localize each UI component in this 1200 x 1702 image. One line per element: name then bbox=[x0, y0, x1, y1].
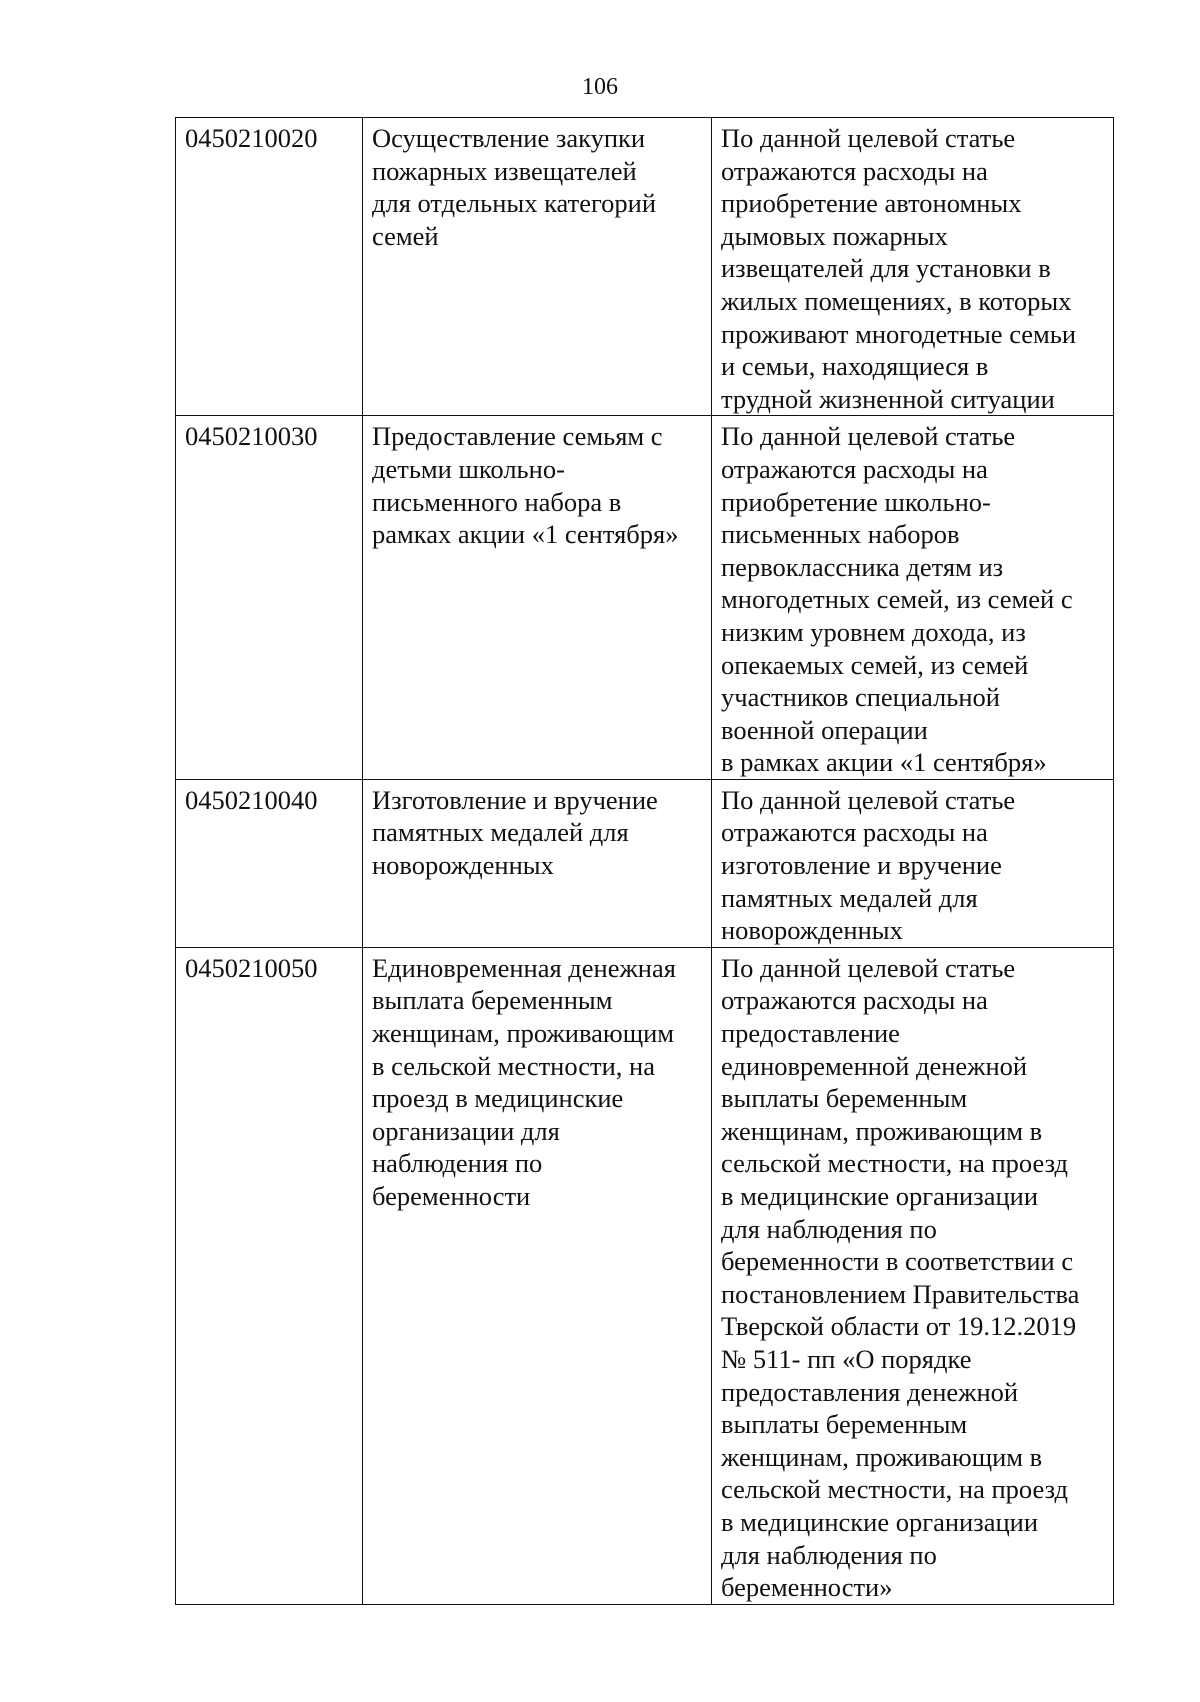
target-article-code: 0450210030 bbox=[176, 416, 363, 780]
target-article-description: По данной целевой статье отражаются расходы на приобретение школьно- письменных наборов первоклассника детям из многодетных семей, из семей с низким уровнем дохода, из опекаемых семей, из семей участников специальной военной операции в рамках акции «1 сентября» bbox=[712, 416, 1114, 780]
table-row bbox=[176, 118, 1114, 416]
target-article-description: По данной целевой статье отражаются расходы на предоставление единовременной денежной выплаты беременным женщинам, проживающим в сельской местности, на проезд в медицинские организации для наблюдения по беременности в соответствии с постановлением Правительства Тверской области от 19.12.2019 № 511- пп «О порядке предоставления денежной выплаты беременным женщинам, проживающим в сельской местности, на проезд в медицинские организации для наблюдения по беременности» bbox=[712, 947, 1114, 1604]
target-article-name: Единовременная денежная выплата беременным женщинам, проживающим в сельской местности, на проезд в медицинские организации для наблюдения по беременности bbox=[363, 947, 712, 1604]
page-number: 106 bbox=[582, 74, 618, 100]
target-article-name: Предоставление семьям с детьми школьно- письменного набора в рамках акции «1 сентября» bbox=[363, 416, 712, 780]
target-article-name: Изготовление и вручение памятных медалей для новорожденных bbox=[363, 779, 712, 947]
target-article-name: Осуществление закупки пожарных извещателей для отдельных категорий семей bbox=[363, 118, 712, 416]
table-row bbox=[176, 947, 1114, 1604]
target-article-description: По данной целевой статье отражаются расходы на изготовление и вручение памятных медалей для новорожденных bbox=[712, 779, 1114, 947]
target-article-code: 0450210020 bbox=[176, 118, 363, 416]
target-article-code: 0450210040 bbox=[176, 779, 363, 947]
target-article-description: По данной целевой статье отражаются расходы на приобретение автономных дымовых пожарных извещателей для установки в жилых помещениях, в которых проживают многодетные семьи и семьи, находящиеся в трудной жизненной ситуации bbox=[712, 118, 1114, 416]
table-row bbox=[176, 779, 1114, 947]
target-article-code: 0450210050 bbox=[176, 947, 363, 1604]
table-row bbox=[176, 416, 1114, 780]
budget-classification-table bbox=[175, 117, 1114, 1605]
